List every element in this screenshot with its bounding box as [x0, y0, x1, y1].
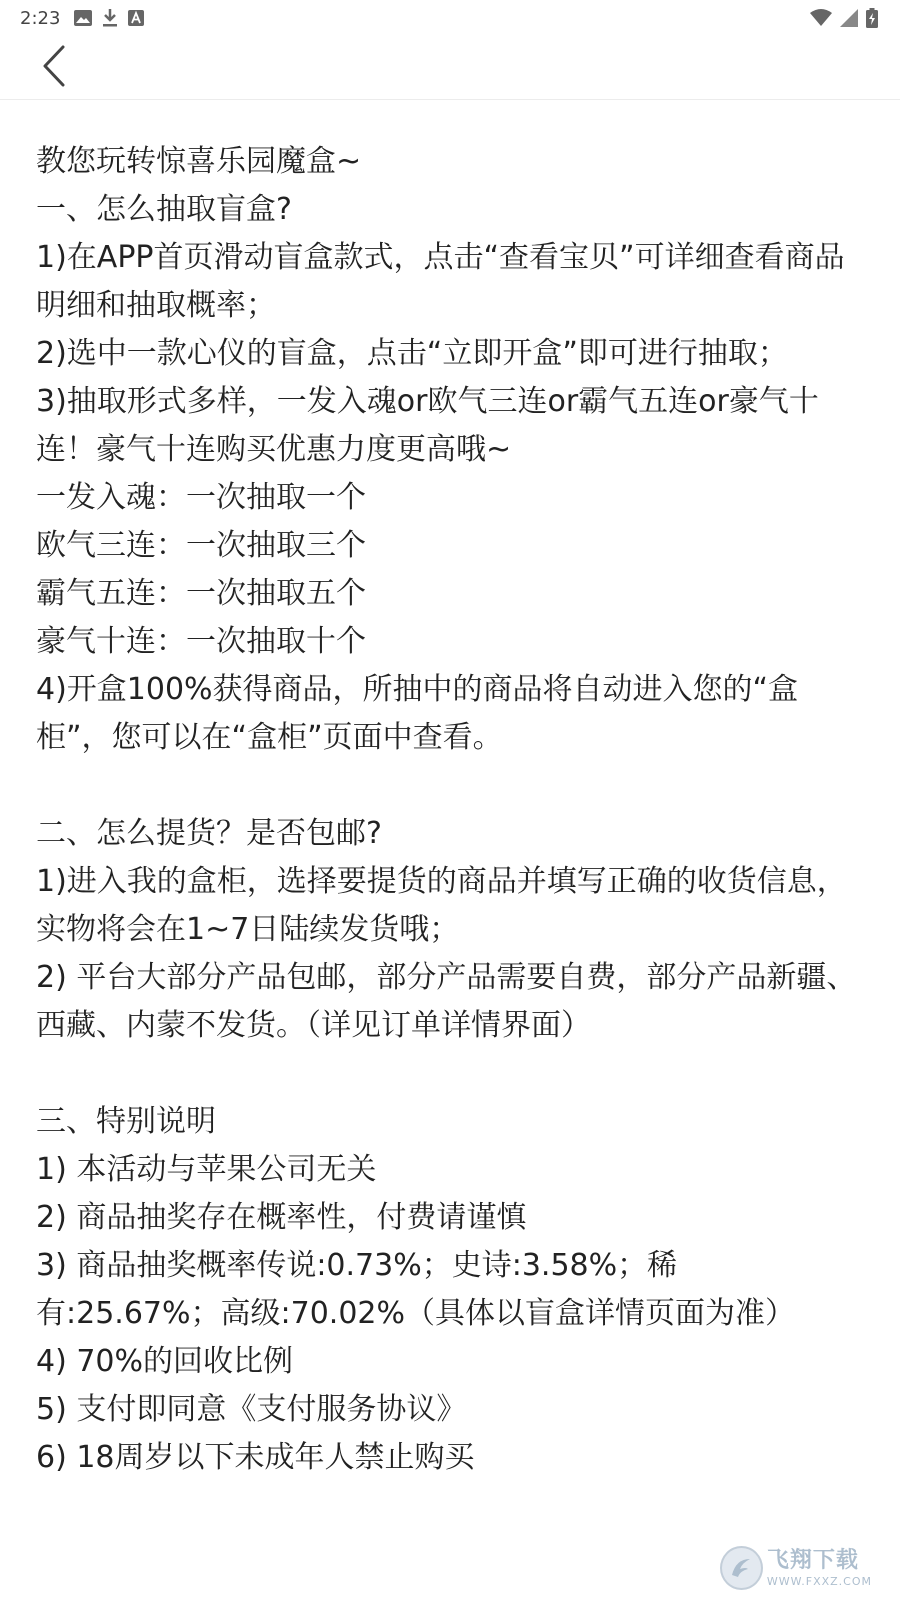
article-line: 教您玩转惊喜乐园魔盒~ [36, 144, 362, 179]
image-icon [74, 10, 92, 26]
status-bar-left [20, 8, 144, 29]
article-line: 5) 支付即同意《支付服务协议》 [36, 1392, 467, 1427]
article-line: 欧气三连：一次抽取三个 [36, 528, 366, 563]
article-line: 4) 70%的回收比例 [36, 1344, 294, 1379]
signal-icon [840, 9, 858, 27]
article-line: 1) 本活动与苹果公司无关 [36, 1152, 377, 1187]
chevron-left-icon [41, 45, 67, 91]
watermark-title: 飞翔下载 [766, 1547, 859, 1573]
article-line: 3)抽取形式多样，一发入魂or欧气三连or霸气五连or豪气十连！豪气十连购买优惠力度更高哦~ [36, 384, 819, 467]
article-line: 1)进入我的盒柜，选择要提货的商品并填写正确的收货信息，实物将会在1~7日陆续发货哦； [36, 864, 847, 947]
help-article [36, 138, 866, 1482]
battery-charging-icon [866, 8, 878, 28]
article-line: 霸气五连：一次抽取五个 [36, 576, 366, 611]
status-time: 2:23 [20, 7, 61, 29]
section-heading-2: 二、怎么提货？是否包邮? [36, 816, 382, 851]
article-line: 4)开盒100%获得商品，所抽中的商品将自动进入您的“盒柜”，您可以在“盒柜”页面中查看。 [36, 672, 799, 755]
article-line: 2) 商品抽奖存在概率性，付费请谨慎 [36, 1200, 527, 1235]
wifi-icon [810, 9, 832, 27]
article-line: 1)在APP首页滑动盲盒款式，点击“查看宝贝”可详细查看商品明细和抽取概率； [36, 240, 845, 323]
article-line: 6) 18周岁以下未成年人禁止购买 [36, 1440, 475, 1475]
article-line: 2)选中一款心仪的盲盒，点击“立即开盒”即可进行抽取； [36, 336, 788, 371]
watermark-url: WWW.FXXZ.COM [766, 1574, 872, 1588]
section-heading-1: 一、怎么抽取盲盒? [36, 192, 292, 227]
watermark-logo-icon [720, 1546, 763, 1590]
notification-icons [74, 9, 144, 27]
watermark [720, 1544, 872, 1592]
status-bar [0, 0, 900, 36]
article-line: 3) 商品抽奖概率传说:0.73%；史诗:3.58%；稀 [36, 1248, 678, 1283]
watermark-text [766, 1547, 872, 1588]
article-line: 有:25.67%；高级:70.02%（具体以盲盒详情页面为准） [36, 1296, 795, 1331]
spacer [36, 762, 866, 810]
section-heading-3: 三、特别说明 [36, 1104, 216, 1139]
font-icon [128, 10, 144, 26]
back-button[interactable] [30, 44, 78, 92]
article-line: 2) 平台大部分产品包邮，部分产品需要自费，部分产品新疆、西藏、内蒙不发货。（详见订单详情界面） [36, 960, 857, 1043]
system-icons [810, 8, 878, 28]
app-bar [0, 36, 900, 100]
download-icon [102, 9, 118, 27]
article-line: 豪气十连：一次抽取十个 [36, 624, 366, 659]
article-line: 一发入魂：一次抽取一个 [36, 480, 366, 515]
spacer [36, 1050, 866, 1098]
